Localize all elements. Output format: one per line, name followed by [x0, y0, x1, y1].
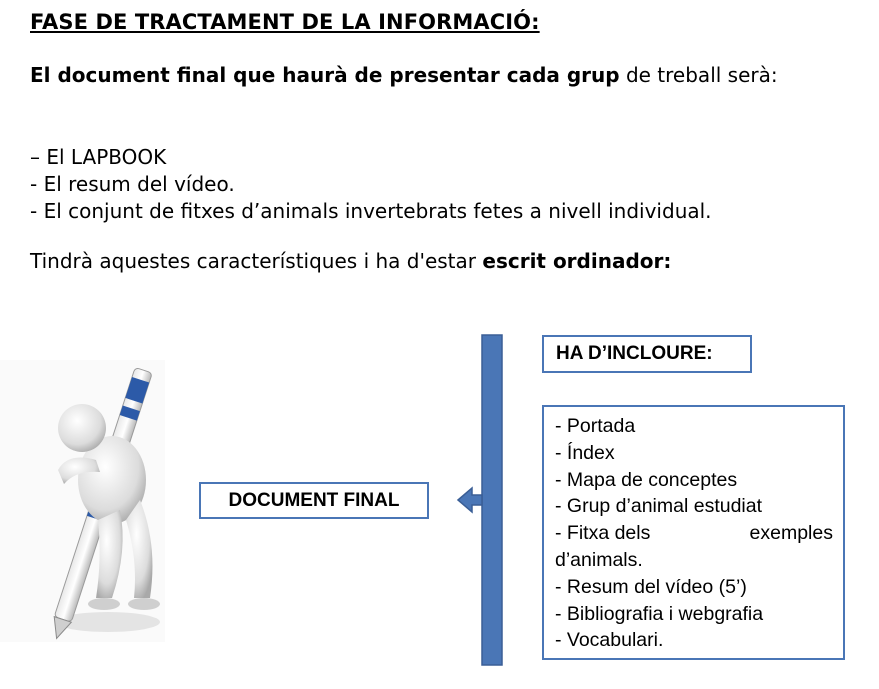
include-title-box: HA D’INCLOURE: [542, 335, 752, 373]
document-final-box: DOCUMENT FINAL [199, 482, 429, 519]
list-item: - Mapa de conceptes [555, 468, 738, 491]
split-left: - Fitxa dels [555, 522, 651, 545]
split-right: exemples [749, 522, 833, 545]
deliverables-list [30, 144, 712, 225]
requirements-bold: escrit ordinador: [482, 249, 672, 273]
list-item: - El conjunt de fitxes d’animals invertebrats fetes a nivell individual. [30, 199, 712, 223]
requirements-text: Tindrà aquestes característiques i ha d'estar [30, 249, 483, 273]
include-items-box [542, 405, 845, 660]
list-item-split [555, 520, 833, 547]
pen-figure-illustration [0, 360, 165, 642]
bracket-arrow [455, 333, 507, 667]
list-item: - Resum del vídeo (5’) [555, 575, 747, 598]
list-item-continuation: d’animals. [555, 548, 643, 571]
list-item: - Bibliografia i webgrafia [555, 602, 764, 625]
list-item: - Portada [555, 415, 636, 437]
page-heading: FASE DE TRACTAMENT DE LA INFORMACIÓ: [30, 10, 540, 34]
list-item: - Grup d’animal estudiat [555, 495, 763, 518]
list-item: - Vocabulari. [555, 629, 664, 652]
intro-rest: de treball serà: [619, 63, 778, 87]
list-item: - Índex [555, 441, 615, 464]
intro-paragraph [30, 64, 830, 87]
list-item: – El LAPBOOK [30, 145, 167, 169]
intro-bold: El document final que haurà de presentar cada grup [30, 63, 620, 87]
list-item: - El resum del vídeo. [30, 172, 235, 196]
requirements-paragraph [30, 249, 671, 273]
